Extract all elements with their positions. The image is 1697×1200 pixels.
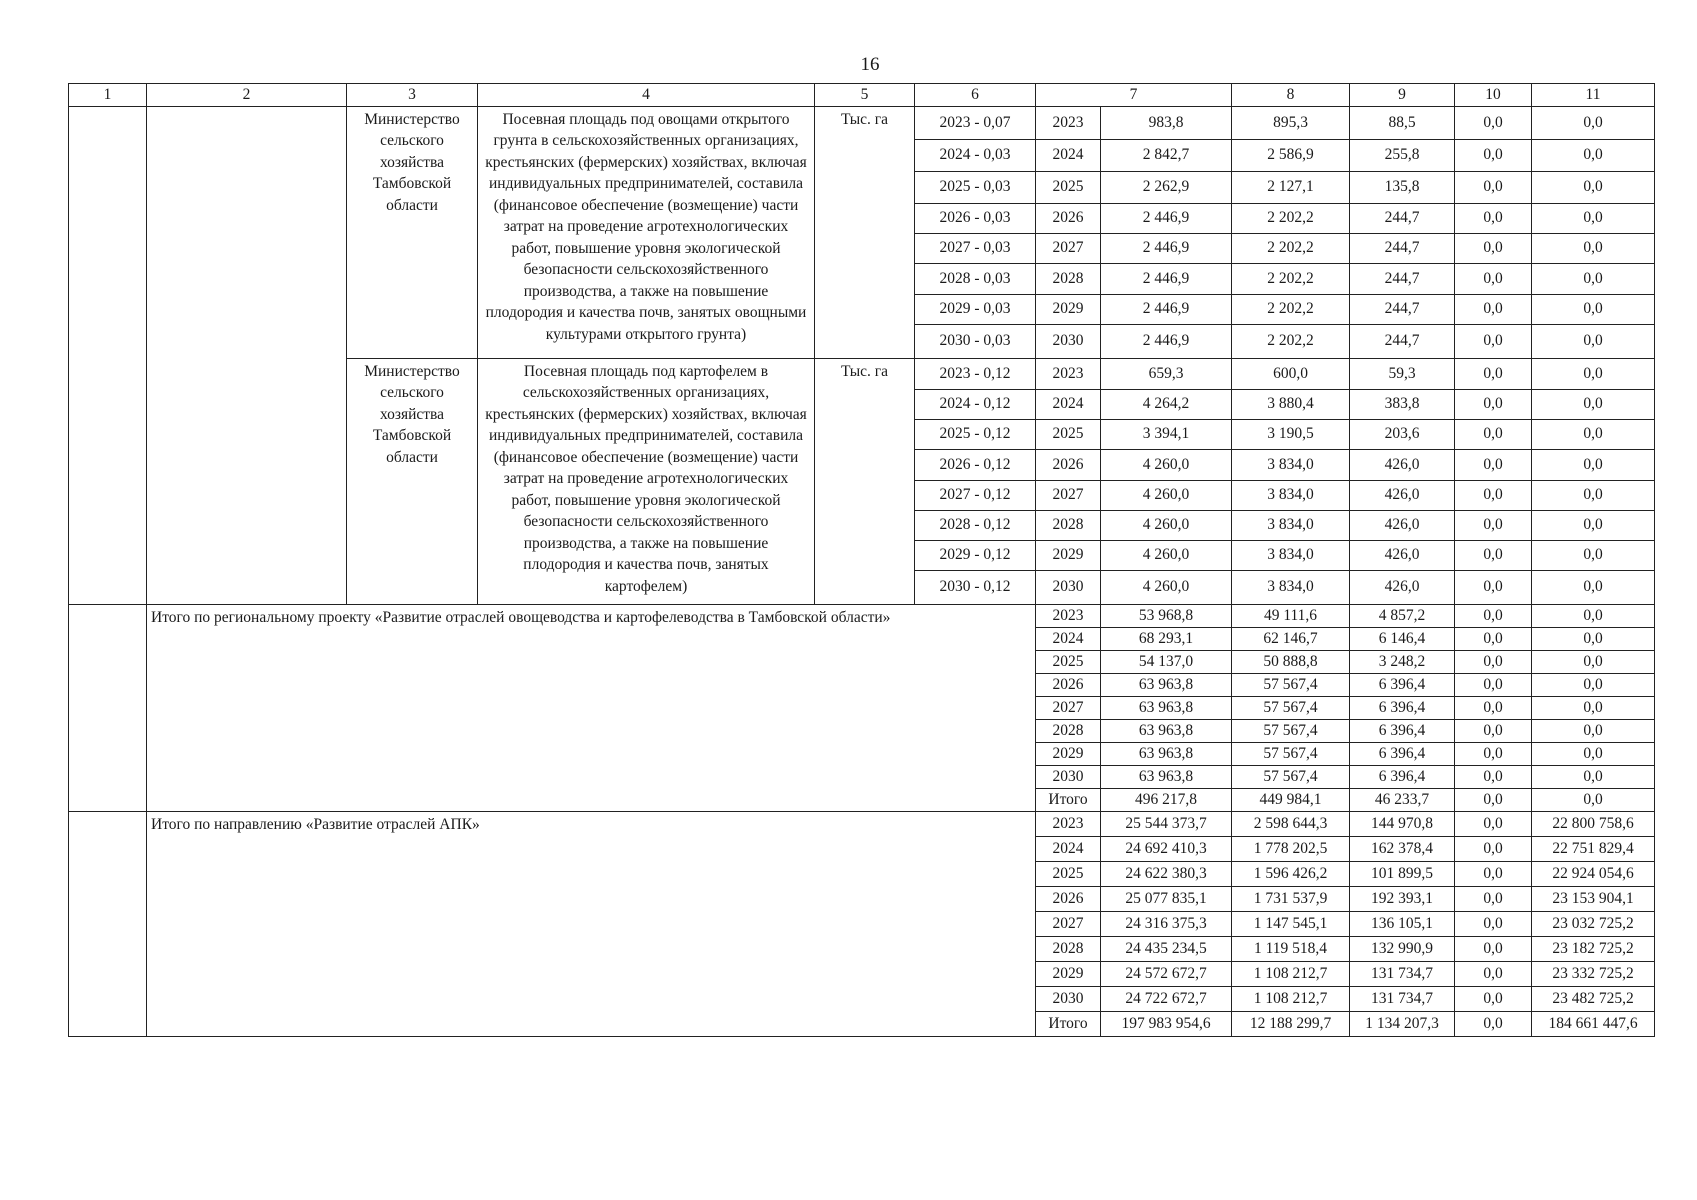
total-cell: 63 963,8 bbox=[1101, 696, 1232, 719]
year-cell: 2024 bbox=[1036, 139, 1101, 171]
col11-cell: 0,0 bbox=[1532, 324, 1655, 358]
col2-cell bbox=[147, 106, 347, 604]
col10-cell: 0,0 bbox=[1455, 986, 1532, 1011]
year-cell: 2025 bbox=[1036, 861, 1101, 886]
col10-cell: 0,0 bbox=[1455, 861, 1532, 886]
col10-cell: 0,0 bbox=[1455, 419, 1532, 449]
total-cell: 4 260,0 bbox=[1101, 570, 1232, 604]
year-cell: 2028 bbox=[1036, 510, 1101, 540]
year-cell: 2025 bbox=[1036, 419, 1101, 449]
col9-cell: 46 233,7 bbox=[1350, 788, 1455, 811]
total-cell: 63 963,8 bbox=[1101, 742, 1232, 765]
target-value-cell: 2028 - 0,12 bbox=[915, 510, 1036, 540]
total-cell: 24 722 672,7 bbox=[1101, 986, 1232, 1011]
year-cell: 2030 bbox=[1036, 570, 1101, 604]
col10-cell: 0,0 bbox=[1455, 936, 1532, 961]
col11-cell: 22 751 829,4 bbox=[1532, 836, 1655, 861]
col8-cell: 1 108 212,7 bbox=[1232, 961, 1350, 986]
col11-cell: 0,0 bbox=[1532, 233, 1655, 263]
target-value-cell: 2024 - 0,03 bbox=[915, 139, 1036, 171]
col9-cell: 6 396,4 bbox=[1350, 719, 1455, 742]
col10-cell: 0,0 bbox=[1455, 233, 1532, 263]
total-cell: 63 963,8 bbox=[1101, 673, 1232, 696]
col8-cell: 3 834,0 bbox=[1232, 510, 1350, 540]
col10-cell: 0,0 bbox=[1455, 449, 1532, 480]
year-cell: 2029 bbox=[1036, 294, 1101, 324]
col9-cell: 88,5 bbox=[1350, 106, 1455, 139]
col11-cell: 0,0 bbox=[1532, 788, 1655, 811]
year-cell: 2029 bbox=[1036, 742, 1101, 765]
col1-cell bbox=[69, 604, 147, 811]
col9-cell: 255,8 bbox=[1350, 139, 1455, 171]
col11-cell: 0,0 bbox=[1532, 263, 1655, 294]
col10-cell: 0,0 bbox=[1455, 1011, 1532, 1036]
column-header-5: 5 bbox=[815, 84, 915, 107]
col10-cell: 0,0 bbox=[1455, 696, 1532, 719]
total-cell: 4 260,0 bbox=[1101, 540, 1232, 570]
indicator-description: Посевная площадь под картофелем в сельскохозяйственных организациях, крестьянских (фермерских) хозяйствах, включая индивидуальных предпринимателей, составила (финансовое обеспечение (возмещение) части затрат на проведение агротехнологических работ, повышение уровня экологической безопасности сельскохозяйственного производства, а также на повышение плодородия и качества почв, занятых картофелем) bbox=[478, 358, 815, 604]
col10-cell: 0,0 bbox=[1455, 650, 1532, 673]
col8-cell: 12 188 299,7 bbox=[1232, 1011, 1350, 1036]
column-header-9: 9 bbox=[1350, 84, 1455, 107]
col11-cell: 184 661 447,6 bbox=[1532, 1011, 1655, 1036]
col9-cell: 383,8 bbox=[1350, 389, 1455, 419]
year-cell: 2030 bbox=[1036, 324, 1101, 358]
col10-cell: 0,0 bbox=[1455, 139, 1532, 171]
year-cell: 2023 bbox=[1036, 811, 1101, 836]
col11-cell: 0,0 bbox=[1532, 627, 1655, 650]
total-cell: 3 394,1 bbox=[1101, 419, 1232, 449]
col9-cell: 131 734,7 bbox=[1350, 986, 1455, 1011]
col10-cell: 0,0 bbox=[1455, 389, 1532, 419]
column-header-7: 7 bbox=[1036, 84, 1232, 107]
total-cell: 2 446,9 bbox=[1101, 324, 1232, 358]
col8-cell: 3 834,0 bbox=[1232, 540, 1350, 570]
col10-cell: 0,0 bbox=[1455, 171, 1532, 203]
col10-cell: 0,0 bbox=[1455, 673, 1532, 696]
year-cell: 2030 bbox=[1036, 986, 1101, 1011]
column-header-8: 8 bbox=[1232, 84, 1350, 107]
budget-table bbox=[68, 83, 1655, 1037]
col11-cell: 23 032 725,2 bbox=[1532, 911, 1655, 936]
col9-cell: 426,0 bbox=[1350, 570, 1455, 604]
year-cell: 2028 bbox=[1036, 936, 1101, 961]
target-value-cell: 2027 - 0,03 bbox=[915, 233, 1036, 263]
indicator-description: Посевная площадь под овощами открытого грунта в сельскохозяйственных организациях, крестьянских (фермерских) хозяйствах, включая индивидуальных предпринимателей, составила (финансовое обеспечение (возмещение) части затрат на проведение агротехнологических работ, повышение уровня экологической безопасности сельскохозяйственного производства, а также на повышение плодородия и качества почв, занятых овощными культурами открытого грунта) bbox=[478, 106, 815, 358]
year-cell: Итого bbox=[1036, 788, 1101, 811]
col9-cell: 244,7 bbox=[1350, 233, 1455, 263]
total-cell: 4 260,0 bbox=[1101, 480, 1232, 510]
col8-cell: 600,0 bbox=[1232, 358, 1350, 389]
col8-cell: 3 834,0 bbox=[1232, 480, 1350, 510]
total-label: Итого по направлению «Развитие отраслей АПК» bbox=[147, 811, 1036, 1036]
col8-cell: 57 567,4 bbox=[1232, 719, 1350, 742]
col9-cell: 426,0 bbox=[1350, 449, 1455, 480]
col9-cell: 244,7 bbox=[1350, 324, 1455, 358]
col10-cell: 0,0 bbox=[1455, 480, 1532, 510]
col8-cell: 2 202,2 bbox=[1232, 294, 1350, 324]
col9-cell: 6 396,4 bbox=[1350, 673, 1455, 696]
target-value-cell: 2026 - 0,03 bbox=[915, 203, 1036, 233]
year-cell: 2023 bbox=[1036, 358, 1101, 389]
col10-cell: 0,0 bbox=[1455, 604, 1532, 627]
col8-cell: 2 586,9 bbox=[1232, 139, 1350, 171]
year-cell: 2029 bbox=[1036, 540, 1101, 570]
col10-cell: 0,0 bbox=[1455, 811, 1532, 836]
total-cell: 496 217,8 bbox=[1101, 788, 1232, 811]
col9-cell: 59,3 bbox=[1350, 358, 1455, 389]
col11-cell: 23 153 904,1 bbox=[1532, 886, 1655, 911]
total-cell: 659,3 bbox=[1101, 358, 1232, 389]
total-cell: 25 077 835,1 bbox=[1101, 886, 1232, 911]
target-value-cell: 2030 - 0,12 bbox=[915, 570, 1036, 604]
col8-cell: 3 880,4 bbox=[1232, 389, 1350, 419]
year-cell: 2026 bbox=[1036, 673, 1101, 696]
total-cell: 2 446,9 bbox=[1101, 294, 1232, 324]
year-cell: 2030 bbox=[1036, 765, 1101, 788]
col9-cell: 144 970,8 bbox=[1350, 811, 1455, 836]
col11-cell: 0,0 bbox=[1532, 604, 1655, 627]
total-cell: 24 435 234,5 bbox=[1101, 936, 1232, 961]
total-cell: 53 968,8 bbox=[1101, 604, 1232, 627]
col10-cell: 0,0 bbox=[1455, 294, 1532, 324]
col9-cell: 203,6 bbox=[1350, 419, 1455, 449]
total-cell: 197 983 954,6 bbox=[1101, 1011, 1232, 1036]
year-cell: 2025 bbox=[1036, 171, 1101, 203]
col10-cell: 0,0 bbox=[1455, 324, 1532, 358]
total-cell: 2 842,7 bbox=[1101, 139, 1232, 171]
col8-cell: 2 598 644,3 bbox=[1232, 811, 1350, 836]
total-cell: 24 622 380,3 bbox=[1101, 861, 1232, 886]
target-value-cell: 2024 - 0,12 bbox=[915, 389, 1036, 419]
column-header-4: 4 bbox=[478, 84, 815, 107]
year-cell: 2029 bbox=[1036, 961, 1101, 986]
column-header-3: 3 bbox=[347, 84, 478, 107]
col9-cell: 135,8 bbox=[1350, 171, 1455, 203]
col8-cell: 3 834,0 bbox=[1232, 570, 1350, 604]
year-cell: 2023 bbox=[1036, 106, 1101, 139]
col8-cell: 2 202,2 bbox=[1232, 203, 1350, 233]
col10-cell: 0,0 bbox=[1455, 765, 1532, 788]
column-header-11: 11 bbox=[1532, 84, 1655, 107]
col10-cell: 0,0 bbox=[1455, 570, 1532, 604]
col8-cell: 2 202,2 bbox=[1232, 324, 1350, 358]
col11-cell: 0,0 bbox=[1532, 696, 1655, 719]
col9-cell: 192 393,1 bbox=[1350, 886, 1455, 911]
total-cell: 983,8 bbox=[1101, 106, 1232, 139]
unit-cell: Тыс. га bbox=[815, 106, 915, 358]
total-cell: 54 137,0 bbox=[1101, 650, 1232, 673]
year-cell: 2024 bbox=[1036, 836, 1101, 861]
col11-cell: 22 800 758,6 bbox=[1532, 811, 1655, 836]
ministry-cell: Министерство сельского хозяйства Тамбовской области bbox=[347, 358, 478, 604]
col8-cell: 57 567,4 bbox=[1232, 673, 1350, 696]
col10-cell: 0,0 bbox=[1455, 627, 1532, 650]
col11-cell: 23 482 725,2 bbox=[1532, 986, 1655, 1011]
col11-cell: 0,0 bbox=[1532, 719, 1655, 742]
col10-cell: 0,0 bbox=[1455, 510, 1532, 540]
total-cell: 63 963,8 bbox=[1101, 765, 1232, 788]
target-value-cell: 2025 - 0,03 bbox=[915, 171, 1036, 203]
header-row bbox=[69, 84, 1655, 107]
col10-cell: 0,0 bbox=[1455, 263, 1532, 294]
year-cell: 2026 bbox=[1036, 449, 1101, 480]
col8-cell: 1 731 537,9 bbox=[1232, 886, 1350, 911]
col1-cell bbox=[69, 811, 147, 1036]
col9-cell: 6 396,4 bbox=[1350, 742, 1455, 765]
year-cell: 2027 bbox=[1036, 233, 1101, 263]
col9-cell: 136 105,1 bbox=[1350, 911, 1455, 936]
col8-cell: 1 778 202,5 bbox=[1232, 836, 1350, 861]
col11-cell: 0,0 bbox=[1532, 171, 1655, 203]
col11-cell: 0,0 bbox=[1532, 106, 1655, 139]
col8-cell: 449 984,1 bbox=[1232, 788, 1350, 811]
col11-cell: 0,0 bbox=[1532, 540, 1655, 570]
total-cell: 2 262,9 bbox=[1101, 171, 1232, 203]
target-value-cell: 2027 - 0,12 bbox=[915, 480, 1036, 510]
total-cell: 24 692 410,3 bbox=[1101, 836, 1232, 861]
year-cell: 2024 bbox=[1036, 627, 1101, 650]
year-cell: Итого bbox=[1036, 1011, 1101, 1036]
column-header-10: 10 bbox=[1455, 84, 1532, 107]
table-row bbox=[69, 106, 1655, 139]
col1-cell bbox=[69, 106, 147, 604]
target-value-cell: 2023 - 0,12 bbox=[915, 358, 1036, 389]
col10-cell: 0,0 bbox=[1455, 788, 1532, 811]
col11-cell: 0,0 bbox=[1532, 203, 1655, 233]
col11-cell: 0,0 bbox=[1532, 419, 1655, 449]
col10-cell: 0,0 bbox=[1455, 540, 1532, 570]
col9-cell: 162 378,4 bbox=[1350, 836, 1455, 861]
year-cell: 2026 bbox=[1036, 203, 1101, 233]
col8-cell: 1 596 426,2 bbox=[1232, 861, 1350, 886]
col8-cell: 2 127,1 bbox=[1232, 171, 1350, 203]
col8-cell: 1 147 545,1 bbox=[1232, 911, 1350, 936]
col9-cell: 244,7 bbox=[1350, 294, 1455, 324]
year-cell: 2027 bbox=[1036, 911, 1101, 936]
total-label: Итого по региональному проекту «Развитие отраслей овощеводства и картофелеводства в Тамбовской области» bbox=[147, 604, 1036, 811]
col9-cell: 131 734,7 bbox=[1350, 961, 1455, 986]
total-cell: 2 446,9 bbox=[1101, 263, 1232, 294]
col9-cell: 1 134 207,3 bbox=[1350, 1011, 1455, 1036]
col8-cell: 57 567,4 bbox=[1232, 742, 1350, 765]
total-cell: 4 260,0 bbox=[1101, 449, 1232, 480]
total-cell: 63 963,8 bbox=[1101, 719, 1232, 742]
col11-cell: 0,0 bbox=[1532, 449, 1655, 480]
col8-cell: 49 111,6 bbox=[1232, 604, 1350, 627]
col8-cell: 62 146,7 bbox=[1232, 627, 1350, 650]
column-header-6: 6 bbox=[915, 84, 1036, 107]
col9-cell: 6 396,4 bbox=[1350, 696, 1455, 719]
col10-cell: 0,0 bbox=[1455, 836, 1532, 861]
col9-cell: 426,0 bbox=[1350, 480, 1455, 510]
total-cell: 25 544 373,7 bbox=[1101, 811, 1232, 836]
year-cell: 2025 bbox=[1036, 650, 1101, 673]
col9-cell: 4 857,2 bbox=[1350, 604, 1455, 627]
total-cell: 2 446,9 bbox=[1101, 203, 1232, 233]
total-cell: 2 446,9 bbox=[1101, 233, 1232, 263]
col11-cell: 0,0 bbox=[1532, 765, 1655, 788]
col10-cell: 0,0 bbox=[1455, 742, 1532, 765]
col10-cell: 0,0 bbox=[1455, 203, 1532, 233]
total-cell: 24 316 375,3 bbox=[1101, 911, 1232, 936]
col11-cell: 0,0 bbox=[1532, 570, 1655, 604]
col9-cell: 244,7 bbox=[1350, 203, 1455, 233]
col8-cell: 57 567,4 bbox=[1232, 696, 1350, 719]
ministry-cell: Министерство сельского хозяйства Тамбовской области bbox=[347, 106, 478, 358]
col11-cell: 0,0 bbox=[1532, 742, 1655, 765]
target-value-cell: 2025 - 0,12 bbox=[915, 419, 1036, 449]
year-cell: 2028 bbox=[1036, 263, 1101, 294]
col8-cell: 2 202,2 bbox=[1232, 263, 1350, 294]
col9-cell: 426,0 bbox=[1350, 510, 1455, 540]
unit-cell: Тыс. га bbox=[815, 358, 915, 604]
col11-cell: 23 332 725,2 bbox=[1532, 961, 1655, 986]
year-cell: 2024 bbox=[1036, 389, 1101, 419]
target-value-cell: 2030 - 0,03 bbox=[915, 324, 1036, 358]
col8-cell: 57 567,4 bbox=[1232, 765, 1350, 788]
col11-cell: 0,0 bbox=[1532, 510, 1655, 540]
year-cell: 2027 bbox=[1036, 696, 1101, 719]
year-cell: 2028 bbox=[1036, 719, 1101, 742]
col11-cell: 0,0 bbox=[1532, 673, 1655, 696]
col8-cell: 1 119 518,4 bbox=[1232, 936, 1350, 961]
target-value-cell: 2028 - 0,03 bbox=[915, 263, 1036, 294]
column-header-2: 2 bbox=[147, 84, 347, 107]
year-cell: 2023 bbox=[1036, 604, 1101, 627]
column-header-1: 1 bbox=[69, 84, 147, 107]
col11-cell: 23 182 725,2 bbox=[1532, 936, 1655, 961]
total-cell: 4 260,0 bbox=[1101, 510, 1232, 540]
col9-cell: 426,0 bbox=[1350, 540, 1455, 570]
col10-cell: 0,0 bbox=[1455, 911, 1532, 936]
target-value-cell: 2026 - 0,12 bbox=[915, 449, 1036, 480]
table-row bbox=[69, 811, 1655, 836]
col9-cell: 6 146,4 bbox=[1350, 627, 1455, 650]
col11-cell: 0,0 bbox=[1532, 650, 1655, 673]
col9-cell: 3 248,2 bbox=[1350, 650, 1455, 673]
year-cell: 2027 bbox=[1036, 480, 1101, 510]
col8-cell: 895,3 bbox=[1232, 106, 1350, 139]
col8-cell: 1 108 212,7 bbox=[1232, 986, 1350, 1011]
col9-cell: 132 990,9 bbox=[1350, 936, 1455, 961]
col9-cell: 101 899,5 bbox=[1350, 861, 1455, 886]
col9-cell: 6 396,4 bbox=[1350, 765, 1455, 788]
col10-cell: 0,0 bbox=[1455, 358, 1532, 389]
target-value-cell: 2029 - 0,03 bbox=[915, 294, 1036, 324]
col8-cell: 2 202,2 bbox=[1232, 233, 1350, 263]
col10-cell: 0,0 bbox=[1455, 106, 1532, 139]
col9-cell: 244,7 bbox=[1350, 263, 1455, 294]
page-number: 16 bbox=[860, 54, 880, 75]
col11-cell: 0,0 bbox=[1532, 358, 1655, 389]
col10-cell: 0,0 bbox=[1455, 886, 1532, 911]
target-value-cell: 2029 - 0,12 bbox=[915, 540, 1036, 570]
table-body bbox=[69, 84, 1655, 1037]
col8-cell: 50 888,8 bbox=[1232, 650, 1350, 673]
col10-cell: 0,0 bbox=[1455, 719, 1532, 742]
col11-cell: 0,0 bbox=[1532, 294, 1655, 324]
total-cell: 68 293,1 bbox=[1101, 627, 1232, 650]
col11-cell: 0,0 bbox=[1532, 139, 1655, 171]
col11-cell: 22 924 054,6 bbox=[1532, 861, 1655, 886]
col10-cell: 0,0 bbox=[1455, 961, 1532, 986]
year-cell: 2026 bbox=[1036, 886, 1101, 911]
total-cell: 24 572 672,7 bbox=[1101, 961, 1232, 986]
col8-cell: 3 190,5 bbox=[1232, 419, 1350, 449]
target-value-cell: 2023 - 0,07 bbox=[915, 106, 1036, 139]
col11-cell: 0,0 bbox=[1532, 389, 1655, 419]
col11-cell: 0,0 bbox=[1532, 480, 1655, 510]
table-row bbox=[69, 604, 1655, 627]
total-cell: 4 264,2 bbox=[1101, 389, 1232, 419]
col8-cell: 3 834,0 bbox=[1232, 449, 1350, 480]
